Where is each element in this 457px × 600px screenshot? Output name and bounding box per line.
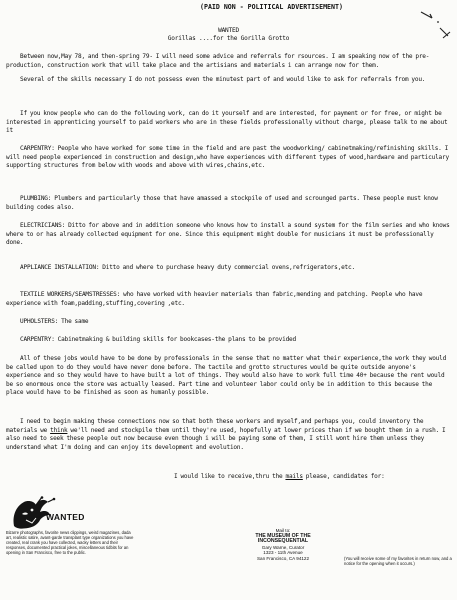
receive-text-1: I would like to receive,thru the bbox=[174, 473, 286, 480]
receive-mails: mails bbox=[285, 473, 303, 480]
upholsters-label: UPHOLSTERS: bbox=[20, 318, 59, 325]
closing-text: All of these jobs would have to be done by professionals in the sense that no matter what their experience,the work they would be called upon to do they would have never done before. The tactile and grotto structures would be quite outside anyone's experience and so they would have to have built a lot of things. They would also have to work full time 40+ because the rent would be so enormous once the store was actually leased. Part time and volunteer labor could only be in addition to this because the place would have to be finished as soon as humanly possible. bbox=[6, 355, 447, 397]
header-notice: (PAID NON - POLITICAL ADVERTISEMENT) bbox=[200, 3, 343, 11]
connections-text-1: I need to begin making these connections now so that both these workers and myself,and perhaps you, could inventory the materials we bbox=[6, 418, 424, 434]
carpentry-bookcases-text: Cabinetmaking & building skills for bookcases-the plans to be provided bbox=[54, 336, 296, 343]
paragraph-closing bbox=[6, 355, 452, 398]
paragraph-electricians bbox=[6, 222, 452, 248]
carpentry-bookcases-label: CARPENTRY: bbox=[20, 336, 55, 343]
carpentry-text: People who have worked for some time in the field and are past the woodworking/ cabinetmaking/refinishing skills. I will need people experienced in construction and design,who have experiences with different types of wood,hardware and particulary supporting structures from below with woods and above with wires,chains,etc. bbox=[6, 145, 449, 170]
connections-think: think bbox=[50, 426, 68, 434]
paragraph-request bbox=[6, 110, 452, 136]
electricians-text: Ditto for above and in addition someone who knows how to install a sound system for the film series and who knows where to or has already collected equipment for one. Since this equipment might double for musicians it must be professionally done. bbox=[6, 222, 450, 247]
paragraph-connections bbox=[6, 418, 452, 452]
connections-text-2: we'll need and stockpile them until they're used, hopefully at lower prices than if we bought them in a rush. I also need to seek these people out now because even though i will be paying some of them, I still wont hire them unless they understand what I'm doing and can enjoy its development and evolution. bbox=[6, 426, 446, 451]
intro-skills-text: Several of the skills necessary I do not possess even the minutest part of and would like to ask for referrals from you. bbox=[20, 76, 426, 83]
wanted-ad-label: WANTED bbox=[46, 512, 85, 522]
electricians-label: ELECTRICIANS: bbox=[20, 222, 66, 229]
paragraph-textile bbox=[6, 291, 452, 308]
paragraph-receive bbox=[174, 473, 454, 482]
paragraph-upholsters bbox=[6, 318, 452, 327]
appliance-text: Ditto and where to purchase heavy duty commercial ovens,refrigerators,etc. bbox=[99, 264, 355, 271]
upholsters-text: The same bbox=[58, 318, 89, 325]
museum-name-line1: THE MUSEUM OF THE bbox=[255, 532, 311, 539]
paragraph-intro-skills bbox=[6, 76, 452, 85]
textile-text: who have worked with heavier materials than fabric,mending and patching. People who have experience with foam,padding,stuffing,covering ,etc. bbox=[6, 291, 423, 307]
paragraph-appliance bbox=[6, 264, 452, 273]
textile-label: TEXTILE WORKERS/SEAMSTRESSES: bbox=[20, 291, 121, 298]
curator-name: Gary Warne, Curator bbox=[261, 544, 305, 550]
mailing-address bbox=[223, 528, 343, 562]
paragraph-plumbing bbox=[6, 195, 452, 212]
museum-name-line2: INCONSEQUENTIAL bbox=[257, 538, 309, 545]
paragraph-carpentry-bookcases bbox=[6, 336, 452, 345]
city-address: San Francisco, CA 94122 bbox=[256, 555, 310, 561]
carpentry-label: CARPENTRY: bbox=[20, 145, 55, 152]
plumbing-label: PLUMBING: bbox=[20, 195, 52, 202]
ad-blurb: Bizarre photographs, favorite news clippings, weird magazines, dada art, realistic satire, avant-garde transplant type organizations you have created, real crank you have collected, wacky letters and their responses, documented practical jokes, miscellaneous tidbits for an opening in San Francisco, free to the public. bbox=[6, 530, 134, 556]
request-text: If you know people who can do the following work, can do it yourself and are interested, for payment or for free, or might be interested in apprenticing yourself to paid workers who are in these fields professionally without charge, please talk to me about it bbox=[6, 110, 448, 135]
title-wanted: WANTED bbox=[218, 27, 239, 34]
paragraph-intro bbox=[6, 53, 452, 70]
ad-footnote: (You will receive some of my favorites in return now, and a notice for the opening when it occurs.) bbox=[344, 556, 452, 567]
street-address: 1323 - 11th Avenue bbox=[263, 550, 303, 556]
paragraph-carpentry bbox=[6, 145, 452, 171]
appliance-label: APPLIANCE INSTALLATION: bbox=[20, 264, 100, 271]
receive-text-2: please, candidates for: bbox=[302, 473, 385, 480]
plumbing-text: Plumbers and particularly those that have amassed a stockpile of used and scrounged parts. These people must know building codes also. bbox=[6, 195, 438, 211]
title-gorillas: Gorillas ....for the Gorilla Grotto bbox=[167, 35, 290, 42]
mail-to-label: Mail to: bbox=[275, 528, 291, 533]
intro-text: Between now,May 78, and then-spring 79- I will need some advice and referrals for rsources. I am speaking now of the pre-production, construction work that will take place and the artisians and materials i can arrange now for them. bbox=[6, 53, 430, 69]
